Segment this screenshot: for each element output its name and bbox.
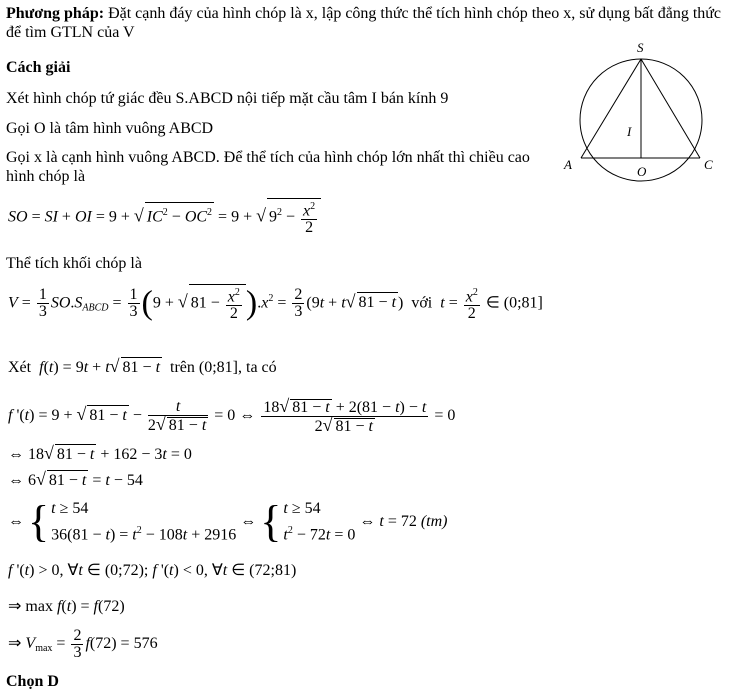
- label-A: A: [564, 157, 572, 172]
- formula-sign: f '(t) > 0, ∀t ∈ (0;72); f '(t) < 0, ∀t ∈ (72;81): [8, 562, 297, 579]
- label-O: O: [637, 164, 647, 179]
- solution-line-3b: hình chóp là: [6, 168, 86, 185]
- with-word: với: [411, 294, 433, 312]
- solution-heading: Cách giải: [6, 59, 71, 76]
- volume-intro: Thể tích khối chóp là: [6, 255, 142, 272]
- method-text-2: để tìm GTLN của V: [6, 24, 135, 41]
- condition-note: (tm): [420, 512, 448, 530]
- label-I: I: [627, 124, 632, 139]
- edge-SC: [641, 59, 700, 158]
- consider-tail: trên (0;81], ta có: [170, 359, 277, 376]
- label-C: C: [704, 157, 713, 172]
- consider-line: Xét f(t) = 9t + t√ 81 − t trên (0;81], ta có: [8, 356, 277, 376]
- edge-SA: [581, 59, 641, 158]
- formula-max: ⇒ max f(t) = f(72): [8, 598, 125, 615]
- formula-step-1: ⇔ 18√ 81 − t + 162 − 3t = 0: [8, 443, 192, 463]
- method-label: Phương pháp:: [6, 5, 105, 22]
- method-paragraph: [6, 4, 721, 24]
- formula-step-2: ⇔ 6√ 81 − t = t − 54: [8, 469, 143, 489]
- formula-system: ⇔ { t ≥ 54 $36(81 - t) = t^2 - 108t + 2916$ ⇔ { t ≥ 54 $t^2 - 72t = 0$ ⇔ t = 72 (tm): [8, 497, 448, 547]
- solution-line-2: Gọi O là tâm hình vuông ABCD: [6, 120, 214, 137]
- method-text-1: Đặt cạnh đáy của hình chóp là x, lập công thức thể tích hình chóp theo x, sử dụng bất đẳng thức: [104, 5, 722, 22]
- label-S: S: [637, 40, 644, 55]
- formula-volume: V = $\frac{1}{3}$ $SO.S_{ABCD}$ = $\frac{1}{3}$ (9 + √ 81 − $\frac{x^2}{2}$ )$.x^2$ = $\frac{2}{3}$ (9t + t√ 81 − t ) với t = $\frac{x^2}{2}$ ∈ (0;81]: [8, 284, 543, 323]
- formula-derivative: f '(t) = 9 + √ 81 − t − $\frac{t}{2√ 81 - t}$ = 0 ⇔ $\frac{18√ 81 - t + 2(81 - t) - t}{2√ 81 - t}$ = 0: [8, 396, 456, 435]
- answer: Chọn D: [6, 673, 59, 690]
- formula-vmax: ⇒ $V_{max}$ = $\frac{2}{3}$ f(72) = 576: [8, 627, 158, 661]
- consider-word: Xét: [8, 359, 32, 376]
- solution-line-1: Xét hình chóp tứ giác đều S.ABCD nội tiếp mặt cầu tâm I bán kính 9: [6, 90, 449, 107]
- solution-line-3a: Gọi x là cạnh hình vuông ABCD. Để thể tích của hình chóp lớn nhất thì chiều cao: [6, 149, 530, 166]
- formula-SO: SO = SI + OI = 9 + √ $IC^2 - OC^2 = 9$ + √ $9^2$ − $\frac{x^2}{2}$: [8, 198, 321, 236]
- sphere-pyramid-figure: [560, 38, 730, 198]
